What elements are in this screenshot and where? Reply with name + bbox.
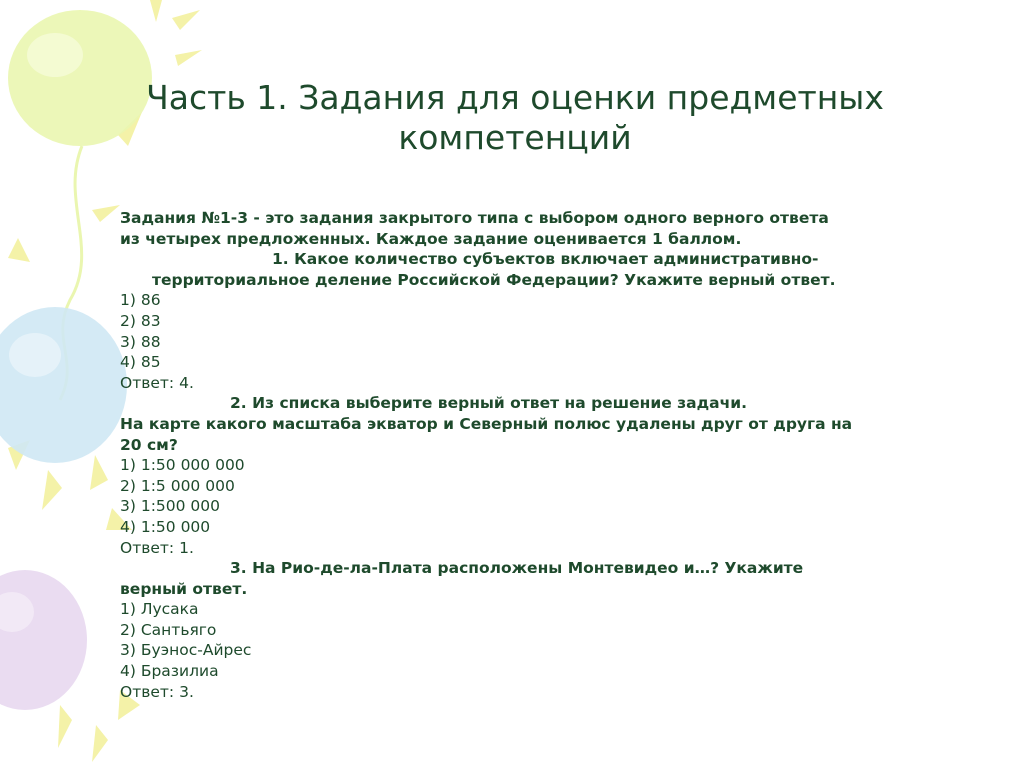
intro-line-2: из четырех предложенных. Каждое задание оценивается 1 баллом. <box>120 229 742 248</box>
q2-option-4: 4) 1:50 000 <box>120 517 211 536</box>
q1-answer: Ответ: 4. <box>120 373 194 392</box>
q1-option-1: 1) 86 <box>120 291 161 310</box>
q1-line-1: 1. Какое количество субъектов включает административно- <box>272 250 819 269</box>
blue-balloon <box>0 307 127 463</box>
q2-line-1: 2. Из списка выберите верный ответ на решение задачи. <box>230 394 747 413</box>
q2-line-3: 20 см? <box>120 435 178 454</box>
q1-option-4: 4) 85 <box>120 353 161 372</box>
q1-option-2: 2) 83 <box>120 311 161 330</box>
intro-line-1: Задания №1-3 - это задания закрытого типа с выбором одного верного ответа <box>120 209 829 227</box>
q3-answer: Ответ: 3. <box>120 682 194 701</box>
q2-line-2: На карте какого масштаба экватор и Северный полюс удалены друг от друга на <box>120 414 853 433</box>
q3-option-3: 3) Буэнос-Айрес <box>120 641 252 660</box>
q3-option-4: 4) Бразилиа <box>120 662 219 681</box>
q1-option-3: 3) 88 <box>120 332 161 351</box>
q2-option-3: 3) 1:500 000 <box>120 497 221 516</box>
q3-line-1: 3. На Рио-де-ла-Плата расположены Монтевидео и…? Укажите <box>230 559 804 578</box>
q2-option-1: 1) 1:50 000 000 <box>120 456 245 475</box>
purple-balloon <box>0 570 87 710</box>
q3-line-2: верный ответ. <box>120 579 248 598</box>
q3-option-1: 1) Лусака <box>120 600 199 619</box>
q2-answer: Ответ: 1. <box>120 538 194 557</box>
task-content <box>120 208 920 702</box>
q2-option-2: 2) 1:5 000 000 <box>120 476 235 495</box>
q3-option-2: 2) Сантьяго <box>120 620 217 639</box>
page-title: Часть 1. Задания для оценки предметных компетенций <box>146 78 884 157</box>
q1-line-2: территориальное деление Российской Федерации? Укажите верный ответ. <box>152 270 836 289</box>
